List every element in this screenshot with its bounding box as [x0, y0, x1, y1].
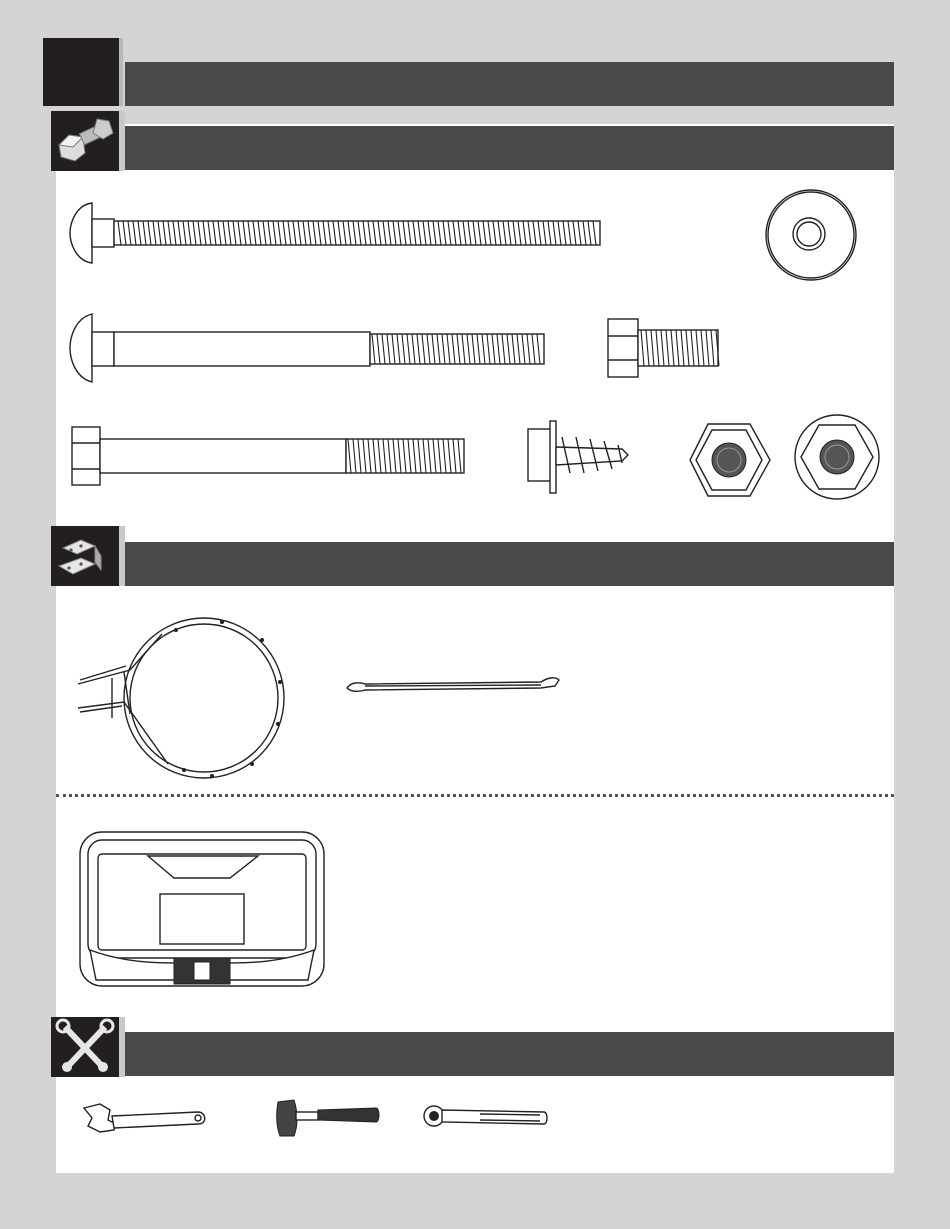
rubber-mallet — [272, 1096, 382, 1142]
step-title-bar — [125, 62, 894, 106]
parts-section-bar — [125, 542, 894, 586]
backboard — [78, 830, 326, 988]
flat-washer — [765, 188, 861, 284]
carriage-bolt — [68, 310, 548, 390]
socket-wrench — [420, 1100, 550, 1136]
flange-screw — [522, 417, 637, 497]
support-brace — [345, 674, 565, 696]
hex-bolt-short — [605, 316, 725, 380]
section-divider — [56, 794, 894, 797]
step-number-box — [43, 38, 119, 106]
tools-section-bar — [125, 1032, 894, 1076]
bracket-icon — [51, 526, 119, 586]
flange-nut — [793, 413, 883, 503]
bolt-and-nut-icon — [51, 111, 119, 171]
adjustable-wrench — [80, 1100, 210, 1136]
carriage-bolt-long — [68, 195, 608, 275]
hex-bolt — [70, 425, 470, 489]
basketball-rim — [72, 614, 297, 782]
lock-nut — [688, 418, 773, 503]
hardware-section-bar — [125, 126, 894, 170]
crossed-wrenches-icon — [51, 1017, 119, 1077]
